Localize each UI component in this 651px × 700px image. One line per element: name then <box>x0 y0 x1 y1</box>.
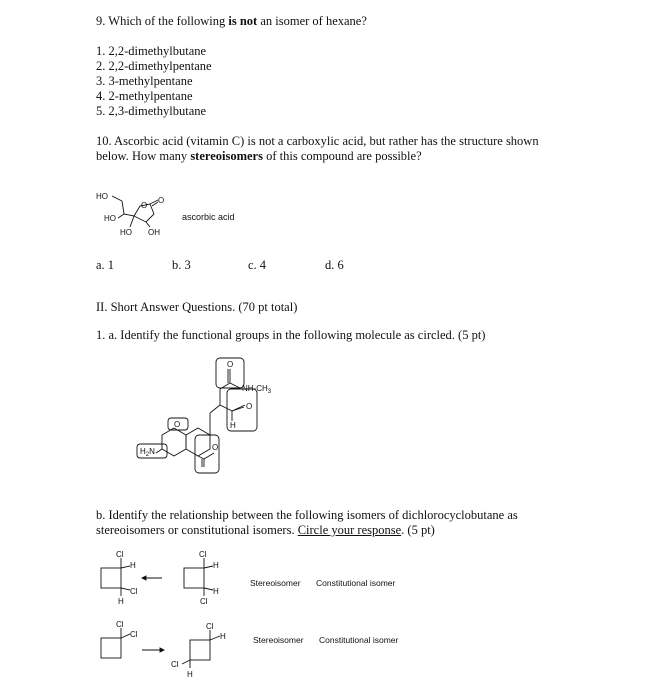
dichlorocyclobutane-pair-2 <box>96 618 246 678</box>
molecule-h2n-h: H <box>140 447 146 456</box>
molecule-o-ring: O <box>174 420 181 429</box>
q9-option-3: 3. 3-methylpentane <box>96 74 193 88</box>
pair1-left-cl-bottom: Cl <box>130 587 138 596</box>
q9-option-2: 2. 2,2-dimethylpentane <box>96 59 212 73</box>
circle-your-response-underlined: Circle your response <box>297 523 402 537</box>
q10-choice-b: b. 3 <box>172 258 191 272</box>
q10-line-2-suffix: of this compound are possible? <box>262 149 422 163</box>
pair1-right-h-bottom: H <box>213 587 219 596</box>
molecule-h-right: H <box>230 421 236 430</box>
oh-bottom-label: OH <box>148 228 160 237</box>
pair2-constitutional-option[interactable]: Constitutional isomer <box>319 635 399 645</box>
molecule-o-top: O <box>227 360 234 369</box>
molecule-ch3-subscript: 3 <box>267 389 272 395</box>
molecule-h2n <box>140 447 155 458</box>
pair2-stereoisomer-option[interactable]: Stereoisomer <box>253 635 304 645</box>
pair1-left-h-bottom: H <box>118 597 124 606</box>
ho-left-label: HO <box>104 214 116 223</box>
dichlorocyclobutane-pair-1 <box>96 550 246 610</box>
q1b-line-2 <box>96 523 518 538</box>
question-9-stem <box>96 14 367 29</box>
q9-text-prefix: 9. Which of the following <box>96 14 229 28</box>
q10-choice-c: c. 4 <box>248 258 267 272</box>
ring-o-label: O <box>141 201 148 210</box>
molecule-o-bottom: O <box>212 443 219 452</box>
section-2-heading: II. Short Answer Questions. (70 pt total) <box>96 300 298 314</box>
pair2-right-cl-top: Cl <box>206 622 214 631</box>
question-10-stem <box>96 134 539 164</box>
q1a-text: 1. a. Identify the functional groups in the following molecule as circled. (5 pt) <box>96 328 486 342</box>
q1b-line-2-prefix: stereoisomers or constitutional isomers. <box>96 523 298 537</box>
carbonyl-o-label: O <box>158 196 165 205</box>
molecule-h2n-subscript: 2 <box>145 452 150 458</box>
pair2-left-cl-top: Cl <box>116 620 124 629</box>
pair1-left-h-top: H <box>130 561 136 570</box>
q1b-line-1: b. Identify the relationship between the following isomers of dichlorocyclobutane as <box>96 508 518 522</box>
pair2-right-h-bottom: H <box>187 670 193 679</box>
q1b-text <box>96 508 518 538</box>
pair2-right-h-top: H <box>220 632 226 641</box>
q10-choice-d: d. 6 <box>325 258 344 272</box>
pair2-left-cl-right: Cl <box>130 630 138 639</box>
q10-line-2 <box>96 149 539 164</box>
q9-bold-not: is not <box>228 14 258 28</box>
q9-option-1: 1. 2,2-dimethylbutane <box>96 44 207 58</box>
molecule-o-right: O <box>246 402 253 411</box>
ho-bottom-label: HO <box>120 228 132 237</box>
pair1-stereoisomer-option[interactable]: Stereoisomer <box>250 578 301 588</box>
q10-choice-a: a. 1 <box>96 258 115 272</box>
pair1-right-h-top: H <box>213 561 219 570</box>
ho-top-label: HO <box>96 192 108 201</box>
q1b-line-2-suffix: . (5 pt) <box>401 523 435 537</box>
molecule-nh-ch3-text: NH-CH <box>242 384 268 393</box>
q10-line-1: 10. Ascorbic acid (vitamin C) is not a carboxylic acid, but rather has the structure shown <box>96 134 539 148</box>
q10-line-2-prefix: below. How many <box>96 149 191 163</box>
pair2-right-cl-bottom: Cl <box>171 660 179 669</box>
pair1-left-cl-top: Cl <box>116 550 124 559</box>
ascorbic-acid-name: ascorbic acid <box>182 212 235 222</box>
pair1-constitutional-option[interactable]: Constitutional isomer <box>316 578 396 588</box>
pair1-right-cl-top: Cl <box>199 550 207 559</box>
molecule-h2n-n: N <box>149 447 155 456</box>
q9-option-5: 5. 2,3-dimethylbutane <box>96 104 207 118</box>
q9-text-suffix: an isomer of hexane? <box>257 14 367 28</box>
q9-option-4: 4. 2-methylpentane <box>96 89 193 103</box>
functional-group-molecule <box>132 355 282 480</box>
q10-bold-stereoisomers: stereoisomers <box>190 149 263 163</box>
pair1-right-cl-bottom: Cl <box>200 597 208 606</box>
